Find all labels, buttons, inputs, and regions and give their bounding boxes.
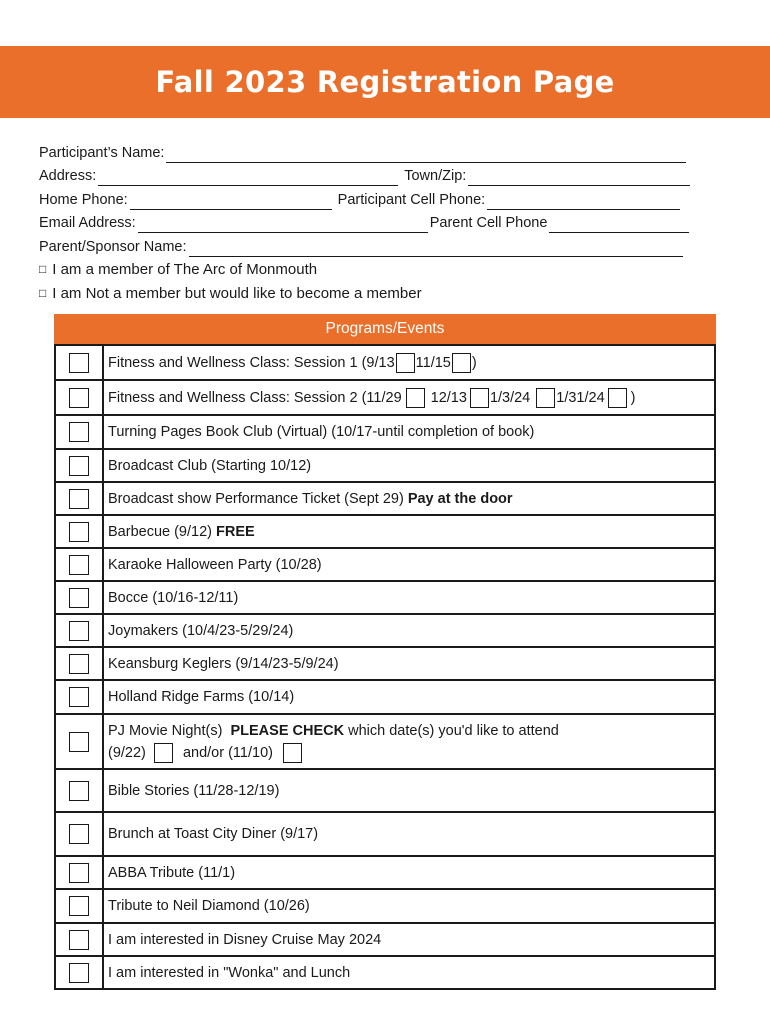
date-checkbox[interactable]: [452, 353, 471, 373]
program-checkbox[interactable]: [69, 824, 89, 844]
program-checkbox[interactable]: [69, 489, 89, 509]
program-row: [56, 811, 714, 855]
program-checkbox[interactable]: [69, 863, 89, 883]
date-checkbox[interactable]: [406, 388, 425, 408]
program-instructions: which date(s) you'd like to attend: [348, 722, 559, 739]
home-phone-label: Home Phone:: [39, 191, 128, 208]
parent-sponsor-field[interactable]: [189, 242, 683, 257]
title-banner: [0, 46, 770, 118]
parent-sponsor-label: Parent/Sponsor Name:: [39, 238, 187, 255]
address-row: [39, 163, 729, 187]
program-checkbox[interactable]: [69, 781, 89, 801]
program-checkbox[interactable]: [69, 588, 89, 608]
program-label: ABBA Tribute (11/1): [108, 864, 236, 881]
address-label: Address:: [39, 168, 97, 184]
program-row: [56, 613, 714, 646]
program-row: [56, 855, 714, 888]
parent-sponsor-row: [39, 233, 729, 257]
date-checkbox[interactable]: [470, 388, 489, 408]
participant-name-field[interactable]: [166, 148, 686, 163]
address-field[interactable]: [98, 171, 398, 186]
program-label: I am interested in "Wonka" and Lunch: [108, 964, 351, 981]
program-checkbox[interactable]: [69, 388, 89, 408]
program-checkbox[interactable]: [69, 896, 89, 916]
program-label: Karaoke Halloween Party (10/28): [108, 556, 322, 573]
program-note: Pay at the door: [407, 490, 513, 507]
program-label: Fitness and Wellness Class: Session 2 (11/29: [108, 389, 402, 406]
program-note: PLEASE CHECK: [230, 722, 345, 739]
program-row: [56, 547, 714, 580]
program-label: Barbecue (9/12): [108, 523, 212, 540]
date-end: ): [630, 389, 636, 406]
program-row: [56, 955, 714, 988]
program-row: [56, 580, 714, 613]
date-label: (9/22): [108, 744, 146, 761]
program-label: Broadcast show Performance Ticket (Sept 29): [108, 490, 404, 507]
not-member-option[interactable]: [39, 280, 729, 304]
member-checkbox[interactable]: □: [39, 262, 47, 276]
not-member-label: I am Not a member but would like to become a member: [52, 284, 422, 302]
program-checkbox[interactable]: [69, 555, 89, 575]
parent-cell-label: Parent Cell Phone: [429, 215, 548, 231]
program-label: Tribute to Neil Diamond (10/26): [108, 898, 310, 914]
programs-table: [54, 314, 716, 990]
program-label: Bocce (10/16-12/11): [108, 589, 239, 606]
email-label: Email Address:: [39, 215, 136, 231]
program-label: I am interested in Disney Cruise May 2024: [108, 931, 382, 948]
program-label: Keansburg Keglers (9/14/23-5/9/24): [108, 655, 339, 672]
program-row: [56, 344, 714, 379]
member-label: I am a member of The Arc of Monmouth: [52, 261, 318, 278]
program-checkbox[interactable]: [69, 654, 89, 674]
program-label: Holland Ridge Farms (10/14): [108, 689, 295, 705]
program-checkbox[interactable]: [69, 732, 89, 752]
program-checkbox[interactable]: [69, 522, 89, 542]
program-checkbox[interactable]: [69, 963, 89, 983]
program-label: Joymakers (10/4/23-5/29/24): [108, 622, 294, 639]
program-checkbox[interactable]: [69, 687, 89, 707]
member-option[interactable]: [39, 257, 729, 281]
date-label: 1/31/24: [556, 389, 605, 406]
email-field[interactable]: [138, 218, 428, 233]
program-note: FREE: [216, 523, 255, 540]
program-label: Turning Pages Book Club (Virtual) (10/17-until completion of book): [108, 424, 535, 440]
program-row: [56, 713, 714, 768]
program-row: [56, 679, 714, 713]
phone-row: [39, 186, 729, 210]
participant-name-row: [39, 139, 729, 163]
program-row: [56, 646, 714, 679]
date-checkbox[interactable]: [154, 743, 173, 763]
program-label: Broadcast Club (Starting 10/12): [108, 457, 312, 474]
program-row: [56, 414, 714, 448]
program-checkbox[interactable]: [69, 456, 89, 476]
town-zip-label: Town/Zip:: [404, 168, 467, 184]
program-row: [56, 922, 714, 955]
program-row: [56, 768, 714, 811]
page-title: Fall 2023 Registration Page: [155, 65, 615, 99]
program-checkbox[interactable]: [69, 422, 89, 442]
program-row: [56, 379, 714, 414]
date-label: 12/13: [430, 389, 467, 406]
program-checkbox[interactable]: [69, 621, 89, 641]
programs-header: Programs/Events: [54, 314, 716, 344]
town-zip-field[interactable]: [468, 171, 690, 186]
program-label: Fitness and Wellness Class: Session 1 (9/13: [108, 354, 395, 371]
participant-cell-label: Participant Cell Phone:: [337, 191, 486, 208]
participant-name-label: Participant’s Name:: [39, 144, 165, 161]
program-label: Bible Stories (11/28-12/19): [108, 782, 280, 799]
date-checkbox[interactable]: [536, 388, 555, 408]
participant-info-section: [39, 139, 729, 304]
date-label: 11/15: [415, 354, 451, 371]
not-member-checkbox[interactable]: □: [39, 285, 47, 300]
date-label: and/or (11/10): [182, 744, 273, 761]
program-label: Brunch at Toast City Diner (9/17): [108, 826, 319, 842]
program-checkbox[interactable]: [69, 353, 89, 373]
date-checkbox[interactable]: [608, 388, 627, 408]
date-end: ): [471, 354, 477, 371]
participant-cell-field[interactable]: [487, 195, 680, 210]
program-row: [56, 514, 714, 547]
parent-cell-field[interactable]: [549, 218, 689, 233]
program-row: [56, 448, 714, 481]
program-checkbox[interactable]: [69, 930, 89, 950]
program-row: [56, 481, 714, 514]
home-phone-field[interactable]: [130, 195, 332, 210]
program-label: PJ Movie Night(s): [108, 722, 223, 739]
email-row: [39, 210, 729, 234]
program-row: [56, 888, 714, 922]
date-label: 1/3/24: [489, 389, 531, 406]
date-checkbox[interactable]: [396, 353, 415, 373]
date-checkbox[interactable]: [283, 743, 302, 763]
